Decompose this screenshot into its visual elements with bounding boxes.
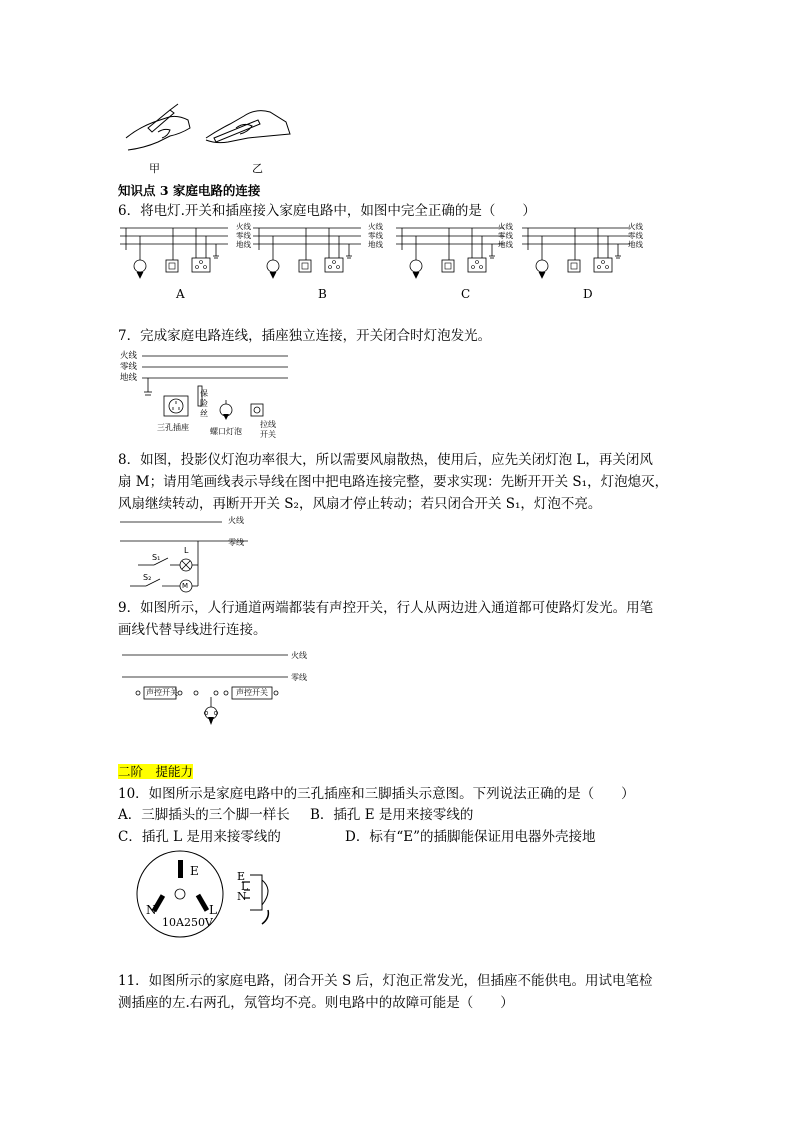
test-pen-figure bbox=[118, 100, 298, 175]
question-7: 7．完成家庭电路连线，插座独立连接，开关闭合时灯泡发光。 bbox=[118, 328, 492, 344]
q9-left-switch-label: 声控开关 bbox=[146, 688, 178, 697]
q10-socket-plug-figure bbox=[134, 850, 294, 938]
q10-socket-l-label: L bbox=[209, 903, 217, 917]
q6d-wire-labels: 火线 零线 地线 bbox=[628, 222, 643, 249]
q6a-wire-labels: 火线 零线 地线 bbox=[236, 222, 251, 249]
q9-right-switch-label: 声控开关 bbox=[236, 688, 268, 697]
q9-neutral-wire-label: 零线 bbox=[291, 673, 307, 682]
q10-option-a: A．三脚插头的三个脚一样长 bbox=[118, 807, 290, 823]
q7-switch-label: 拉线 开关 bbox=[260, 420, 276, 439]
pen-label-jia: 甲 bbox=[149, 162, 160, 175]
q9-live-wire-label: 火线 bbox=[291, 651, 307, 660]
q10-socket-e-label: E bbox=[190, 864, 199, 878]
q6-option-a: A bbox=[176, 287, 185, 301]
q6b-wire-labels: 火线 零线 地线 bbox=[368, 222, 383, 249]
q7-fuse-label: 保 险 丝 bbox=[200, 389, 208, 418]
q10-option-c: C．插孔 L 是用来接零线的 bbox=[118, 829, 281, 845]
q8-neutral-wire-label: 零线 bbox=[228, 538, 244, 547]
q8-motor-label: M bbox=[182, 582, 189, 590]
section-title: 知识点 3 家庭电路的连接 bbox=[118, 183, 261, 198]
q8-s1-label: S₁ bbox=[152, 553, 161, 562]
q6-circuit-a bbox=[120, 228, 228, 278]
question-11-line-1: 11．如图所示的家庭电路，闭合开关 S 后，灯泡正常发光，但插座不能供电。用试电笔检 bbox=[118, 973, 653, 989]
q10-socket-n-label: N bbox=[146, 903, 157, 917]
q8-lamp-label: L bbox=[184, 546, 189, 555]
question-10: 10．如图所示是家庭电路中的三孔插座和三脚插头示意图。下列说法正确的是（ ） bbox=[118, 786, 635, 802]
q6-option-b: B bbox=[318, 287, 327, 301]
q8-circuit bbox=[118, 514, 278, 594]
pen-label-yi: 乙 bbox=[252, 162, 263, 175]
question-6: 6．将电灯.开关和插座接入家庭电路中，如图中完全正确的是（ ） bbox=[118, 203, 536, 219]
q10-option-d: D．标有“E”的插脚能保证用电器外壳接地 bbox=[345, 829, 596, 845]
q10-option-b: B．插孔 E 是用来接零线的 bbox=[310, 807, 474, 823]
q8-s2-label: S₂ bbox=[143, 573, 152, 582]
q7-socket-label: 三孔插座 bbox=[157, 423, 189, 432]
q6-option-c: C bbox=[461, 287, 471, 301]
q7-wire-labels: 火线 零线 地线 bbox=[120, 351, 138, 383]
q6c-wire-labels: 火线 零线 地线 bbox=[498, 222, 513, 249]
question-9-line-1: 9．如图所示，人行通道两端都装有声控开关，行人从两边进入通道都可使路灯发光。用笔 bbox=[118, 600, 654, 616]
question-8-line-3: 风扇继续转动，再断开开关 S₂，风扇才停止转动；若只闭合开关 S₁，灯泡不亮。 bbox=[118, 496, 602, 512]
question-9-line-2: 画线代替导线进行连接。 bbox=[118, 622, 267, 638]
stage-2-title: 二阶 提能力 bbox=[118, 764, 194, 779]
question-8-line-2: 扇 M；请用笔画线表示导线在图中把电路连接完整，要求实现：先断开开关 S₁，灯泡熄灭， bbox=[118, 474, 669, 490]
q10-plug-labels: E L N bbox=[237, 870, 249, 903]
question-8-line-1: 8．如图，投影仪灯泡功率很大，所以需要风扇散热，使用后，应先关闭灯泡 L，再关闭风 bbox=[118, 452, 653, 468]
question-11-line-2: 测插座的左.右两孔，氖管均不亮。则电路中的故障可能是（ ） bbox=[118, 995, 514, 1011]
q6-circuit-options bbox=[118, 220, 648, 282]
q8-live-wire-label: 火线 bbox=[228, 516, 244, 525]
q7-bulb-label: 螺口灯泡 bbox=[210, 427, 242, 436]
q6-option-d: D bbox=[583, 287, 593, 301]
q10-socket-rating: 10A250V bbox=[162, 916, 213, 929]
